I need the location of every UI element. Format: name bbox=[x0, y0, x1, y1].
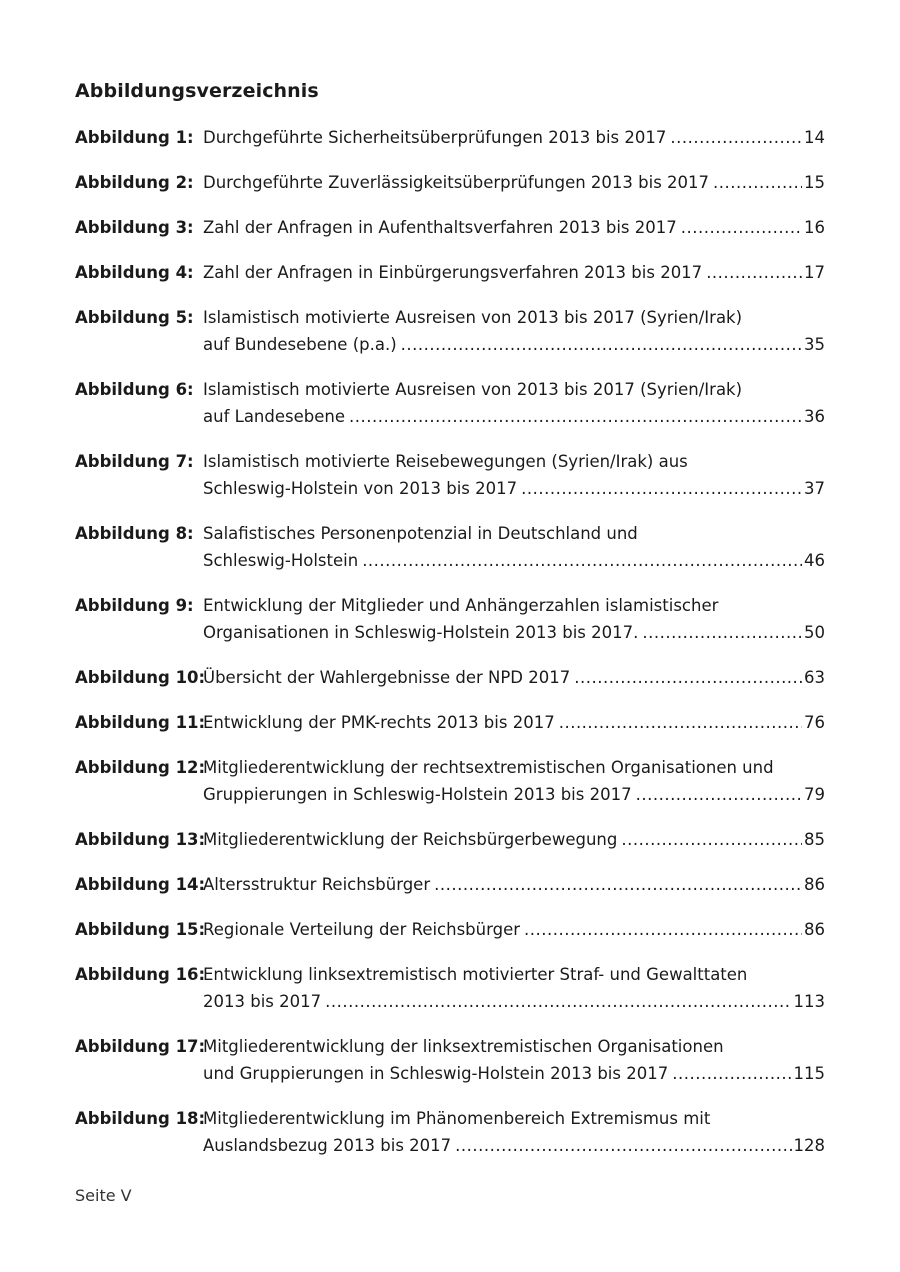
caption-text: Altersstruktur Reichsbürger bbox=[203, 875, 431, 894]
page-number[interactable]: 113 bbox=[793, 992, 825, 1011]
figure-caption bbox=[203, 916, 825, 943]
dot-leader bbox=[621, 826, 802, 853]
page-number-footer: Seite V bbox=[75, 1186, 132, 1205]
page-number[interactable]: 15 bbox=[804, 173, 825, 192]
caption-last-line bbox=[203, 664, 825, 691]
page-number[interactable]: 17 bbox=[804, 263, 825, 282]
caption-text: Gruppierungen in Schleswig-Holstein 2013 bis 2017 bbox=[203, 785, 632, 804]
caption-last-line bbox=[203, 259, 825, 286]
dot-leader bbox=[434, 871, 802, 898]
caption-last-line bbox=[203, 988, 825, 1015]
dot-leader bbox=[670, 124, 802, 151]
dot-leader bbox=[401, 331, 802, 358]
page-number[interactable]: 115 bbox=[793, 1064, 825, 1083]
figure-label: Abbildung 18: bbox=[75, 1109, 206, 1128]
figure-caption bbox=[203, 1105, 825, 1159]
figure-caption bbox=[203, 1033, 825, 1087]
caption-line: Islamistisch motivierte Reisebewegungen (Syrien/Irak) aus bbox=[203, 452, 688, 471]
caption-last-line bbox=[203, 403, 825, 430]
page-number[interactable]: 16 bbox=[804, 218, 825, 237]
figure-label: Abbildung 14: bbox=[75, 875, 206, 894]
page-number[interactable]: 86 bbox=[804, 920, 825, 939]
dot-leader bbox=[636, 781, 802, 808]
toc-entry[interactable] bbox=[75, 214, 825, 241]
caption-last-line bbox=[203, 871, 825, 898]
dot-leader bbox=[524, 916, 802, 943]
toc-page bbox=[75, 80, 825, 1177]
figure-label: Abbildung 8: bbox=[75, 524, 194, 543]
caption-text: Entwicklung der PMK-rechts 2013 bis 2017 bbox=[203, 713, 555, 732]
page-number[interactable]: 86 bbox=[804, 875, 825, 894]
figure-caption bbox=[203, 304, 825, 358]
caption-last-line bbox=[203, 826, 825, 853]
page-number[interactable]: 50 bbox=[804, 623, 825, 642]
figure-caption bbox=[203, 169, 825, 196]
caption-last-line bbox=[203, 547, 825, 574]
toc-entry[interactable] bbox=[75, 1033, 825, 1087]
figure-caption bbox=[203, 871, 825, 898]
caption-last-line bbox=[203, 331, 825, 358]
figure-caption bbox=[203, 754, 825, 808]
dot-leader bbox=[362, 547, 802, 574]
caption-last-line bbox=[203, 169, 825, 196]
page-number[interactable]: 46 bbox=[804, 551, 825, 570]
toc-entry[interactable] bbox=[75, 169, 825, 196]
caption-text: Schleswig-Holstein bbox=[203, 551, 359, 570]
caption-last-line bbox=[203, 916, 825, 943]
toc-entry[interactable] bbox=[75, 871, 825, 898]
dot-leader bbox=[559, 709, 802, 736]
figure-caption bbox=[203, 961, 825, 1015]
figure-label: Abbildung 4: bbox=[75, 263, 194, 282]
figure-label: Abbildung 16: bbox=[75, 965, 206, 984]
dot-leader bbox=[455, 1132, 791, 1159]
dot-leader bbox=[642, 619, 802, 646]
caption-line: Entwicklung der Mitglieder und Anhängerzahlen islamistischer bbox=[203, 596, 719, 615]
figure-label: Abbildung 11: bbox=[75, 713, 206, 732]
page-number[interactable]: 35 bbox=[804, 335, 825, 354]
caption-text: Organisationen in Schleswig-Holstein 2013 bis 2017. bbox=[203, 623, 639, 642]
figure-caption bbox=[203, 709, 825, 736]
toc-entry[interactable] bbox=[75, 1105, 825, 1159]
toc-entry[interactable] bbox=[75, 520, 825, 574]
caption-last-line bbox=[203, 124, 825, 151]
caption-line: Mitgliederentwicklung der linksextremistischen Organisationen bbox=[203, 1037, 724, 1056]
caption-text: auf Landesebene bbox=[203, 407, 345, 426]
figure-label: Abbildung 3: bbox=[75, 218, 194, 237]
toc-entry[interactable] bbox=[75, 754, 825, 808]
caption-last-line bbox=[203, 619, 825, 646]
caption-text: 2013 bis 2017 bbox=[203, 992, 322, 1011]
page-number[interactable]: 76 bbox=[804, 713, 825, 732]
toc-entry[interactable] bbox=[75, 592, 825, 646]
dot-leader bbox=[521, 475, 802, 502]
toc-entry[interactable] bbox=[75, 916, 825, 943]
page-title: Abbildungsverzeichnis bbox=[75, 80, 319, 102]
figure-label: Abbildung 12: bbox=[75, 758, 206, 777]
figure-label: Abbildung 17: bbox=[75, 1037, 206, 1056]
toc-entry[interactable] bbox=[75, 304, 825, 358]
page-number[interactable]: 36 bbox=[804, 407, 825, 426]
figure-caption bbox=[203, 592, 825, 646]
figure-label: Abbildung 10: bbox=[75, 668, 206, 687]
caption-last-line bbox=[203, 214, 825, 241]
dot-leader bbox=[349, 403, 802, 430]
caption-line: Islamistisch motivierte Ausreisen von 2013 bis 2017 (Syrien/Irak) bbox=[203, 308, 743, 327]
caption-text: Zahl der Anfragen in Aufenthaltsverfahren 2013 bis 2017 bbox=[203, 218, 677, 237]
figure-caption bbox=[203, 826, 825, 853]
toc-entry[interactable] bbox=[75, 664, 825, 691]
caption-text: auf Bundesebene (p.a.) bbox=[203, 335, 397, 354]
toc-entry[interactable] bbox=[75, 709, 825, 736]
caption-text: Durchgeführte Sicherheitsüberprüfungen 2013 bis 2017 bbox=[203, 128, 667, 147]
toc-entry[interactable] bbox=[75, 448, 825, 502]
page-number[interactable]: 79 bbox=[804, 785, 825, 804]
caption-line: Salafistisches Personenpotenzial in Deutschland und bbox=[203, 524, 638, 543]
caption-text: Durchgeführte Zuverlässigkeitsüberprüfungen 2013 bis 2017 bbox=[203, 173, 710, 192]
caption-line: Mitgliederentwicklung der rechtsextremistischen Organisationen und bbox=[203, 758, 774, 777]
caption-text: und Gruppierungen in Schleswig-Holstein 2013 bis 2017 bbox=[203, 1064, 669, 1083]
caption-text: Mitgliederentwicklung der Reichsbürgerbewegung bbox=[203, 830, 618, 849]
toc-entry[interactable] bbox=[75, 376, 825, 430]
figure-caption bbox=[203, 259, 825, 286]
caption-line: Mitgliederentwicklung im Phänomenbereich Extremismus mit bbox=[203, 1109, 711, 1128]
figure-caption bbox=[203, 520, 825, 574]
caption-last-line bbox=[203, 475, 825, 502]
caption-text: Schleswig-Holstein von 2013 bis 2017 bbox=[203, 479, 518, 498]
figure-caption bbox=[203, 664, 825, 691]
figure-label: Abbildung 2: bbox=[75, 173, 194, 192]
figure-label: Abbildung 7: bbox=[75, 452, 194, 471]
page-number[interactable]: 63 bbox=[804, 668, 825, 687]
toc-entry[interactable] bbox=[75, 961, 825, 1015]
figure-caption bbox=[203, 124, 825, 151]
dot-leader bbox=[706, 259, 802, 286]
page-number[interactable]: 128 bbox=[793, 1136, 825, 1155]
caption-line: Entwicklung linksextremistisch motivierter Straf- und Gewalttaten bbox=[203, 965, 748, 984]
caption-last-line bbox=[203, 1060, 825, 1087]
figure-caption bbox=[203, 448, 825, 502]
dot-leader bbox=[713, 169, 802, 196]
caption-last-line bbox=[203, 781, 825, 808]
figure-label: Abbildung 1: bbox=[75, 128, 194, 147]
caption-text: Auslandsbezug 2013 bis 2017 bbox=[203, 1136, 452, 1155]
figure-label: Abbildung 15: bbox=[75, 920, 206, 939]
caption-last-line bbox=[203, 1132, 825, 1159]
dot-leader bbox=[574, 664, 802, 691]
toc-entry[interactable] bbox=[75, 826, 825, 853]
toc-entry[interactable] bbox=[75, 124, 825, 151]
figure-caption bbox=[203, 376, 825, 430]
dot-leader bbox=[325, 988, 791, 1015]
dot-leader bbox=[681, 214, 802, 241]
caption-line: Islamistisch motivierte Ausreisen von 2013 bis 2017 (Syrien/Irak) bbox=[203, 380, 743, 399]
dot-leader bbox=[672, 1060, 791, 1087]
figure-label: Abbildung 6: bbox=[75, 380, 194, 399]
caption-last-line bbox=[203, 709, 825, 736]
figure-caption bbox=[203, 214, 825, 241]
toc-list bbox=[75, 124, 825, 1159]
figure-label: Abbildung 5: bbox=[75, 308, 194, 327]
page-number[interactable]: 85 bbox=[804, 830, 825, 849]
caption-text: Zahl der Anfragen in Einbürgerungsverfahren 2013 bis 2017 bbox=[203, 263, 703, 282]
figure-label: Abbildung 13: bbox=[75, 830, 206, 849]
page-number[interactable]: 14 bbox=[804, 128, 825, 147]
toc-entry[interactable] bbox=[75, 259, 825, 286]
page-number[interactable]: 37 bbox=[804, 479, 825, 498]
caption-text: Regionale Verteilung der Reichsbürger bbox=[203, 920, 521, 939]
caption-text: Übersicht der Wahlergebnisse der NPD 2017 bbox=[203, 668, 571, 687]
figure-label: Abbildung 9: bbox=[75, 596, 194, 615]
